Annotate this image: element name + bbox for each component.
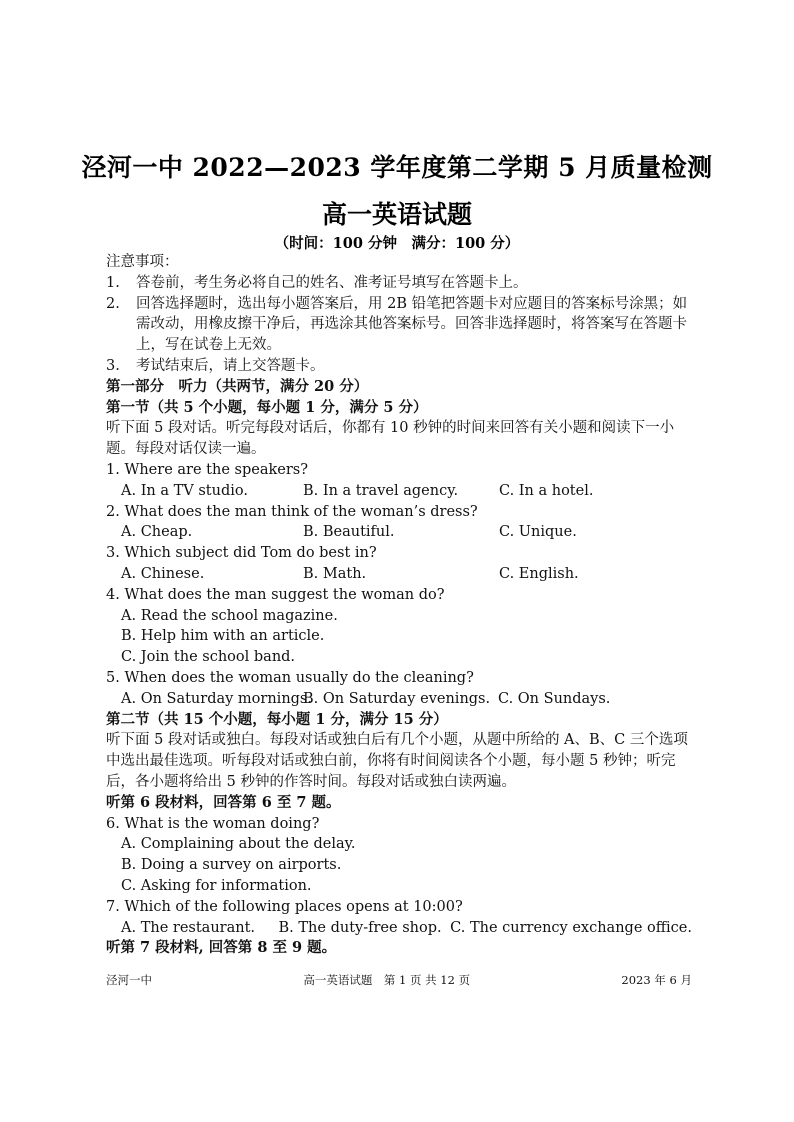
exam-title: 泾河一中 2022—2023 学年度第二学期 5 月质量检测 (81, 153, 713, 182)
note-text: 答卷前，考生务必将自己的姓名、准考证号填写在答题卡上。 (136, 274, 528, 291)
section2-heading: 第二节（共 15 个小题，每小题 1 分，满分 15 分） (106, 710, 448, 728)
section1-heading: 第一节（共 5 个小题，每小题 1 分，满分 5 分） (106, 398, 428, 416)
note-number: 1. (106, 274, 120, 291)
option-c: C. English. (499, 565, 579, 582)
options-row (106, 481, 692, 502)
exam-subtitle: 高一英语试题 (321, 200, 472, 229)
part1-heading: 第一部分 听力（共两节，满分 20 分） (106, 377, 369, 395)
exam-body (106, 252, 692, 959)
options-row (106, 564, 692, 585)
material-7-heading: 听第 7 段材料, 回答第 8 至 9 题。 (106, 939, 337, 957)
option-c: C. The currency exchange office. (450, 919, 692, 936)
option-c: C. Join the school band. (121, 649, 296, 666)
option-b: B. Beautiful. (303, 524, 395, 541)
option-c: C. Unique. (499, 524, 577, 541)
option-b: B. Help him with an article. (121, 628, 325, 645)
note-text: 考试结束后，请上交答题卡。 (136, 357, 325, 374)
option-b: B. On Saturday evenings. (303, 690, 491, 707)
options-row (106, 522, 692, 543)
option-b: B. The duty-free shop. (278, 919, 442, 936)
option-a: A. Complaining about the delay. (121, 836, 356, 853)
option-a: A. On Saturday mornings. (121, 690, 312, 707)
option-b: B. Math. (303, 565, 367, 582)
option-a: A. Read the school magazine. (121, 607, 338, 624)
option-c: C. Asking for information. (121, 877, 312, 894)
options-row (106, 918, 692, 939)
footer-page-info: 高一英语试题 第 1 页 共 12 页 (303, 973, 471, 987)
note-item (106, 356, 692, 377)
note-text: 回答选择题时，选出每小题答案后，用 2B 铅笔把答题卡对应题目的答案标号涂黑；如需改动，用橡皮擦干净后，再选涂其他答案标号。回答非选择题时，将答案写在答题卡上，写在试卷上无效。 (136, 295, 688, 354)
option-a: A. Cheap. (121, 524, 193, 541)
note-number: 3. (106, 357, 120, 374)
option-c: C. In a hotel. (499, 482, 594, 499)
option-c: C. On Sundays. (498, 690, 611, 707)
page-footer (106, 972, 692, 988)
option-a: A. Chinese. (121, 565, 205, 582)
question-7: 7. Which of the following places opens at 10:00? (106, 898, 463, 915)
question-6: 6. What is the woman doing? (106, 815, 320, 832)
footer-date: 2023 年 6 月 (621, 973, 692, 987)
notes-heading: 注意事项： (106, 254, 179, 270)
question-2: 2. What does the man think of the woman’s dress? (106, 503, 478, 520)
question-3: 3. Which subject did Tom do best in? (106, 545, 377, 562)
note-number: 2. (106, 295, 120, 312)
question-1: 1. Where are the speakers? (106, 461, 308, 478)
time-info: （时间：100 分钟 满分：100 分） (274, 235, 520, 252)
material-6-heading: 听第 6 段材料，回答第 6 至 7 题。 (106, 793, 341, 811)
option-a: A. In a TV studio. (121, 482, 248, 499)
option-b: B. Doing a survey on airports. (121, 857, 342, 874)
note-item (106, 294, 692, 356)
option-b: B. In a travel agency. (303, 482, 459, 499)
footer-school: 泾河一中 (106, 973, 152, 987)
question-4: 4. What does the man suggest the woman do? (106, 586, 445, 603)
section2-instructions: 听下面 5 段对话或独白。每段对话或独白后有几个小题，从题中所给的 A、B、C 三个选项中选出最佳选项。听每段对话或独白前，你将有时间阅读各个小题，每小题 5 秒钟；听完后，各小题将给出 5 秒钟的作答时间。每段对话或独白读两遍。 (106, 732, 688, 790)
option-a: A. The restaurant. (121, 919, 256, 936)
section1-instructions: 听下面 5 段对话。听完每段对话后，你都有 10 秒钟的时间来回答有关小题和阅读下一小题。每段对话仅读一遍。 (106, 420, 675, 458)
question-5: 5. When does the woman usually do the cleaning? (106, 669, 474, 686)
note-item (106, 273, 692, 294)
options-row (106, 689, 692, 710)
